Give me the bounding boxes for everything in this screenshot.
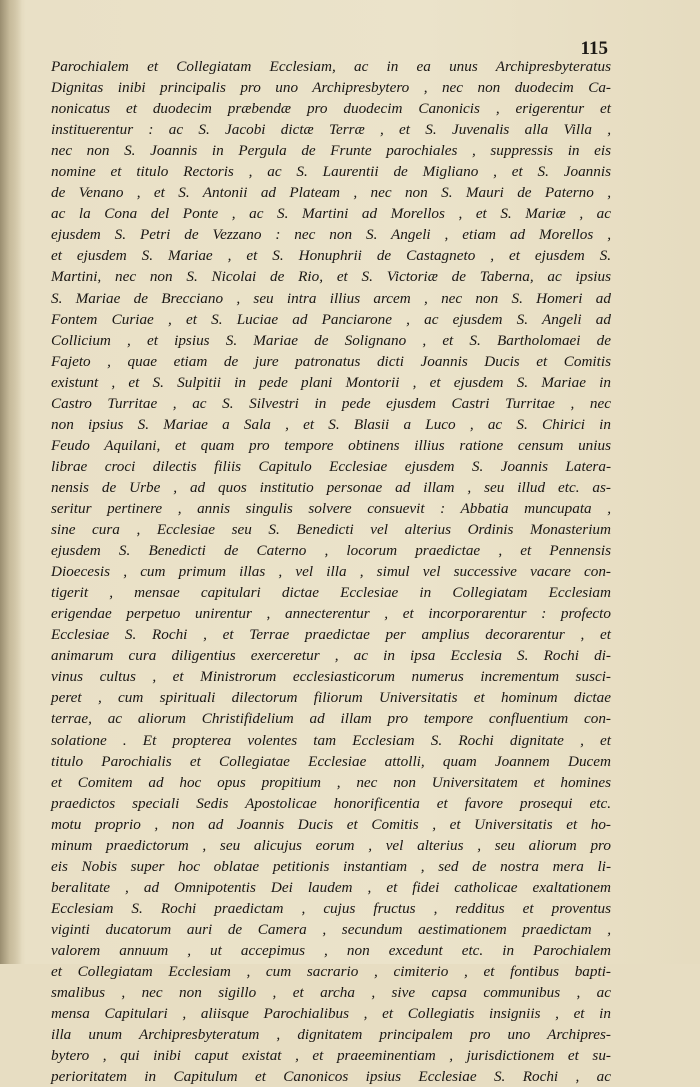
text-line: sine cura , Ecclesiae seu S. Benedicti vel alterius Ordinis Monasterium (51, 521, 611, 539)
text-line: et ejusdem S. Mariae , et S. Honuphrii de Castagneto , et ejusdem S. (51, 247, 611, 265)
text-line: motu proprio , non ad Joannis Ducis et Comitis , et Universitatis et ho- (51, 815, 611, 833)
text-line: nensis de Urbe , ad quos institutio personae ad illam , seu illud etc. as- (51, 478, 611, 496)
text-line: Castro Turritae , ac S. Silvestri in pede ejusdem Castri Turritae , nec (51, 394, 611, 412)
text-line: Ecclesiam S. Rochi praedictam , cujus fructus , redditus et proventus (51, 899, 611, 917)
text-line: Dioecesis , cum primum illas , vel illa , simul vel successive vacare con- (51, 563, 611, 581)
body-text (51, 56, 611, 1087)
text-line: minum praedictorum , seu alicujus eorum , vel alterius , seu aliorum pro (51, 836, 611, 854)
text-line: ejusdem S. Benedicti de Caterno , locorum praedictae , et Pennensis (51, 542, 611, 560)
text-line: ejusdem S. Petri de Vezzano : nec non S. Angeli , etiam ad Morellos , (51, 226, 611, 244)
text-line: eis Nobis super hoc oblatae petitionis instantiam , sed de nostra mera li- (51, 857, 611, 875)
text-line: beralitate , ad Omnipotentis Dei laudem , et fidei catholicae exaltationem (51, 878, 611, 896)
text-line: solatione . Et propterea volentes tam Ecclesiam S. Rochi dignitate , et (51, 731, 611, 749)
text-line: Parochialem et Collegiatam Ecclesiam, ac in ea unus Archipresbyteratus (51, 58, 611, 75)
text-line: titulo Parochialis et Collegiatae Ecclesiae attolli, quam Joannem Ducem (51, 752, 611, 770)
text-line: viginti ducatorum auri de Camera , secundum aestimationem praedictam , (51, 920, 611, 938)
text-line: nomine et titulo Rectoris , ac S. Laurentii de Migliano , et S. Joannis (51, 163, 611, 181)
text-line: erigendae perpetuo unirentur , annecterentur , et incorporarentur : profecto (51, 605, 611, 623)
text-line: et Collegiatam Ecclesiam , cum sacrario , cimiterio , et fontibus bapti- (51, 963, 611, 981)
text-line: Collicium , et ipsius S. Mariae de Solignano , et S. Bartholomaei de (51, 331, 611, 349)
text-line: nec non S. Joannis in Pergula de Frunte parochiales , suppressis in eis (51, 142, 611, 160)
text-line: existunt , et S. Sulpitii in pede plani Montorii , et ejusdem S. Mariae in (51, 373, 611, 391)
text-line: tigerit , mensae capitulari dictae Ecclesiae in Collegiatam Ecclesiam (51, 584, 611, 602)
text-line: peret , cum spirituali dilectorum filiorum Universitatis et hominum dictae (51, 689, 611, 707)
text-line: terrae, ac aliorum Christifidelium ad illam pro tempore confluentium con- (51, 710, 611, 728)
text-line: vinus cultus , et Ministrorum ecclesiasticorum numerus incrementum susci- (51, 668, 611, 686)
binding-gutter-shadow (0, 0, 22, 964)
text-line: illa unum Archipresbyteratum , dignitatem principalem pro uno Archipres- (51, 1026, 611, 1044)
text-line: librae croci dilectis filiis Capitulo Ecclesiae ejusdem S. Joannis Latera- (51, 457, 611, 475)
text-line: ac la Cona del Ponte , ac S. Martini ad Morellos , et S. Mariæ , ac (51, 205, 611, 223)
text-line: seritur pertinere , annis singulis solvere consuevit : Abbatia muncupata , (51, 499, 611, 517)
text-line: perioritatem in Capitulum et Canonicos ipsius Ecclesiae S. Rochi , ac (51, 1068, 611, 1086)
text-line: Martini, nec non S. Nicolai de Rio, et S. Victoriæ de Taberna, ac ipsius (51, 268, 611, 286)
text-line: Fajeto , quae etiam de jure patronatus dicti Joannis Ducis et Comitis (51, 352, 611, 370)
text-line: Ecclesiae S. Rochi , et Terrae praedictae per amplius decorarentur , et (51, 626, 611, 644)
text-line: praedictos speciali Sedis Apostolicae honorificentia et favore prosequi etc. (51, 794, 611, 812)
text-line: valorem annuum , ut accepimus , non excedunt etc. in Parochialem (51, 941, 611, 959)
text-line: nonicatus et duodecim præbendæ pro duodecim Canonicis , erigerentur et (51, 100, 611, 118)
text-line: Fontem Curiae , et S. Luciae ad Panciarone , ac ejusdem S. Angeli ad (51, 310, 611, 328)
text-line: bytero , qui inibi caput existat , et praeeminentiam , jurisdictionem et su- (51, 1047, 611, 1065)
text-line: Dignitas inibi principalis pro uno Archipresbytero , nec non duodecim Ca- (51, 79, 611, 97)
text-line: animarum cura diligentius exerceretur , ac in ipsa Ecclesia S. Rochi di- (51, 647, 611, 665)
text-line: de Venano , et S. Antonii ad Plateam , nec non S. Mauri de Paterno , (51, 184, 611, 202)
text-line: mensa Capitulari , aliisque Parochialibus , et Collegiatis insigniis , et in (51, 1005, 611, 1023)
text-line: S. Mariae de Brecciano , seu intra illius arcem , nec non S. Homeri ad (51, 289, 611, 307)
page-number: 115 (580, 38, 608, 59)
text-line: instituerentur : ac S. Jacobi dictæ Terræ , et S. Juvenalis alla Villa , (51, 121, 611, 139)
text-line: Feudo Aquilani, et quam pro tempore obtinens illius ratione censum unius (51, 436, 611, 454)
text-line: smalibus , nec non sigillo , et archa , sive capsa communibus , ac (51, 984, 611, 1002)
text-line: non ipsius S. Mariae a Sala , et S. Blasii a Luco , ac S. Chirici in (51, 415, 611, 433)
text-line: et Comitem ad hoc opus propitium , nec non Universitatem et homines (51, 773, 611, 791)
